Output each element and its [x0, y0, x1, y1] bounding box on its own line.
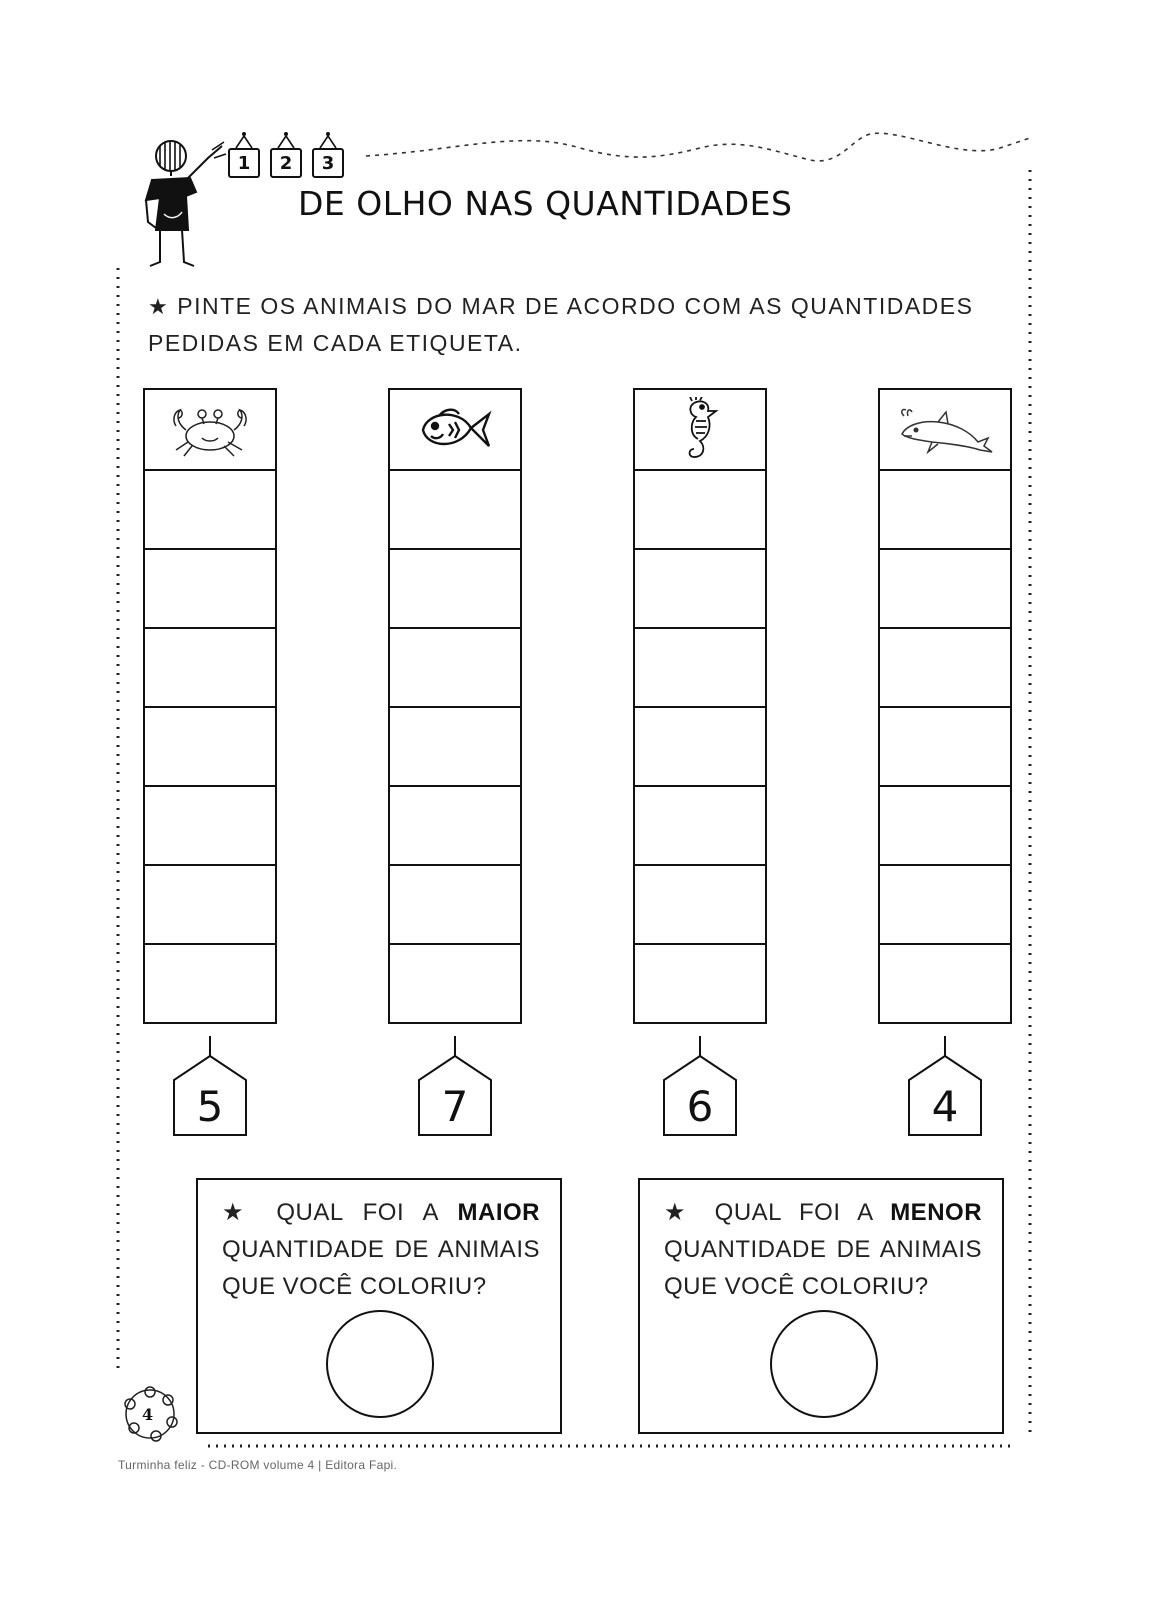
star-icon: ★	[664, 1199, 697, 1226]
quantity-tag-dolphin	[908, 1036, 982, 1136]
color-cell[interactable]	[878, 469, 1012, 550]
boy-mascot-icon	[146, 141, 226, 266]
quantity-tag-seahorse	[663, 1036, 737, 1136]
footer-credit: Turminha feliz - CD-ROM volume 4 | Editora Fapi.	[118, 1458, 398, 1472]
color-cell[interactable]	[143, 469, 277, 550]
quantity-label: 5	[196, 1082, 224, 1131]
answer-circle[interactable]	[770, 1310, 878, 1418]
question-prefix: QUAL FOI A	[714, 1199, 873, 1226]
question-box-maior	[196, 1178, 562, 1434]
number-box-3: 3	[312, 148, 344, 178]
question-text	[222, 1194, 540, 1305]
column-header	[878, 388, 1012, 471]
dolphin-icon	[892, 402, 998, 458]
color-cell[interactable]	[878, 864, 1012, 945]
color-cell[interactable]	[878, 627, 1012, 708]
color-cell[interactable]	[633, 548, 767, 629]
color-cell[interactable]	[388, 627, 522, 708]
quantity-tag-crab	[173, 1036, 247, 1136]
quantity-label: 6	[686, 1082, 714, 1131]
answer-circle[interactable]	[326, 1310, 434, 1418]
color-cell[interactable]	[878, 785, 1012, 866]
seahorse-column	[633, 388, 767, 1024]
color-cell[interactable]	[878, 943, 1012, 1024]
quantity-label: 4	[931, 1082, 959, 1131]
color-cell[interactable]	[143, 943, 277, 1024]
question-prefix: QUAL FOI A	[276, 1199, 438, 1226]
number-box-2: 2	[270, 148, 302, 178]
question-emphasis: MAIOR	[457, 1199, 541, 1226]
wavy-border	[366, 133, 1030, 161]
color-cell[interactable]	[143, 706, 277, 787]
star-icon: ★	[222, 1199, 257, 1226]
color-cell[interactable]	[633, 785, 767, 866]
fish-column	[388, 388, 522, 1024]
star-icon: ★	[148, 294, 170, 319]
instruction-line-2: PEDIDAS EM CADA ETIQUETA.	[148, 330, 523, 356]
column-header	[143, 388, 277, 471]
number-box-1: 1	[228, 148, 260, 178]
color-cell[interactable]	[143, 627, 277, 708]
color-cell[interactable]	[388, 469, 522, 550]
dolphin-column	[878, 388, 1012, 1024]
color-cell[interactable]	[633, 943, 767, 1024]
color-cell[interactable]	[633, 627, 767, 708]
color-cell[interactable]	[143, 864, 277, 945]
instruction	[148, 288, 1018, 361]
page-number: 4	[142, 1405, 154, 1424]
color-cell[interactable]	[388, 785, 522, 866]
question-rest: QUANTIDADE DE ANIMAIS QUE VOCÊ COLORIU?	[222, 1236, 540, 1300]
question-text	[664, 1194, 982, 1305]
color-cell[interactable]	[878, 548, 1012, 629]
color-cell[interactable]	[388, 943, 522, 1024]
color-cell[interactable]	[878, 706, 1012, 787]
seahorse-icon	[678, 397, 722, 463]
color-cell[interactable]	[143, 785, 277, 866]
fish-icon	[415, 402, 495, 458]
color-cell[interactable]	[633, 706, 767, 787]
column-header	[388, 388, 522, 471]
color-cell[interactable]	[388, 864, 522, 945]
question-emphasis: MENOR	[890, 1199, 983, 1226]
color-cell[interactable]	[388, 706, 522, 787]
page-title: DE OLHO NAS QUANTIDADES	[298, 184, 793, 223]
color-cell[interactable]	[388, 548, 522, 629]
crab-column	[143, 388, 277, 1024]
quantity-label: 7	[441, 1082, 469, 1131]
question-rest: QUANTIDADE DE ANIMAIS QUE VOCÊ COLORIU?	[664, 1236, 982, 1300]
color-cell[interactable]	[633, 469, 767, 550]
instruction-line-1: PINTE OS ANIMAIS DO MAR DE ACORDO COM AS QUANTIDADES	[177, 293, 974, 319]
color-cell[interactable]	[143, 548, 277, 629]
color-cell[interactable]	[633, 864, 767, 945]
crab-icon	[162, 400, 258, 460]
quantity-tag-fish	[418, 1036, 492, 1136]
column-header	[633, 388, 767, 471]
question-box-menor	[638, 1178, 1004, 1434]
